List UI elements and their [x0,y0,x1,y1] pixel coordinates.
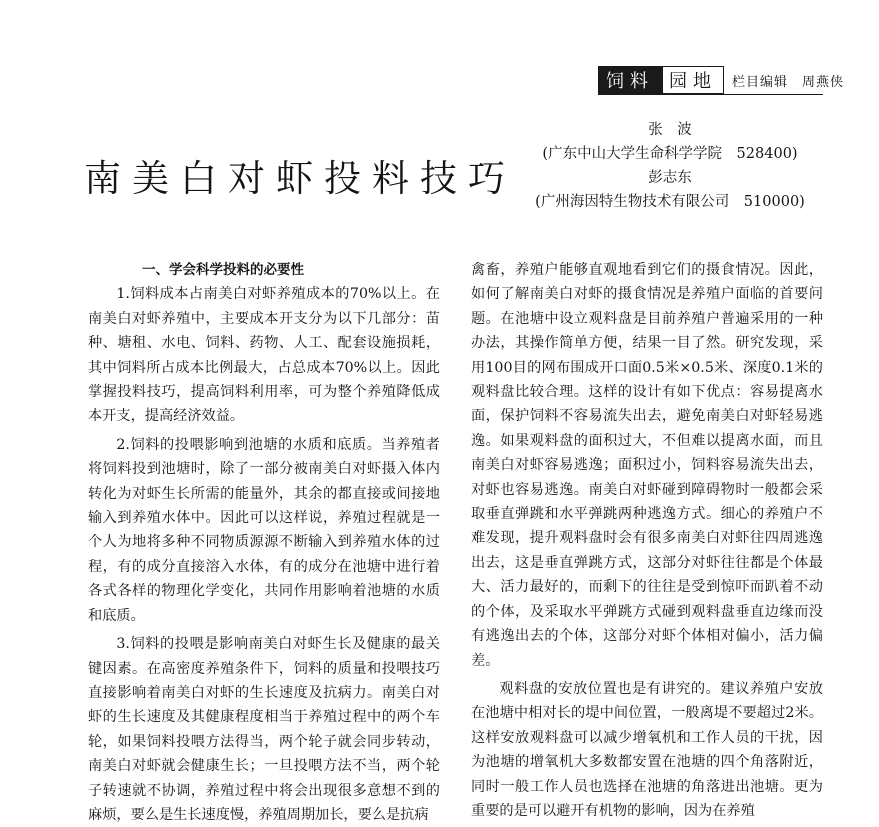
text-column-right [471,258,823,823]
paragraph: 禽畜，养殖户能够直观地看到它们的摄食情况。因此，如何了解南美白对虾的摄食情况是养殖户面临的首要问题。在池塘中设立观料盘是目前养殖户普遍采用的一种办法，其操作简单方便，结果一目了然。研究发现，采用100目的网布围成开口面0.5米×0.5米、深度0.1米的观料盘比较合理。这样的设计有如下优点：容易提离水面，保护饲料不容易流失出去，避免南美白对虾轻易逃逸。如果观料盘的面积过大，不但难以提离水面，而且南美白对虾容易逃逸；面积过小，饲料容易流失出去，对虾也容易逃逸。南美白对虾碰到障碍物时一般都会采取垂直弹跳和水平弹跳两种逃逸方式。细心的养殖户不难发现，提升观料盘时会有很多南美白对虾往四周逃逸出去，这是垂直弹跳方式，这部分对虾往往都是个体最大、活力最好的，而剩下的往往是受到惊吓而趴着不动的个体，及采取水平弹跳方式碰到观料盘垂直边缘而没有逃逸出去的个体，这部分对虾个体相对偏小，活力偏差。 [471,262,823,669]
text-column-left [88,258,440,827]
paragraph: 3.饲料的投喂是影响南美白对虾生长及健康的最关键因素。在高密度养殖条件下，饲料的质量和投喂技巧直接影响着南美白对虾的生长速度及抗病力。南美白对虾的生长速度及其健康程度相当于养殖过程中的两个车轮，如果饲料投喂方法得当，两个轮子就会同步转动，南美白对虾就会健康生长；一旦投喂方法不当，两个轮子转速就不协调，养殖过程中将会出现很多意想不到的麻烦，要么是生长速度慢，养殖周期加长，要么是抗病 [88,636,440,823]
column-tag-light: 园地 [662,66,724,94]
column-tag [598,66,844,94]
column-tag-dark: 饲料 [598,66,662,94]
author-name-1: 张 波 [648,122,692,138]
paragraph: 观料盘的安放位置也是有讲究的。建议养殖户安放在池塘中相对长的堤中间位置，一般离堤不要超过2米。这样安放观料盘可以减少增氧机和工作人员的干扰，因为池塘的增氧机大多数都安置在池塘的四个角落附近，同时一般工作人员也选择在池塘的角落进出池塘。更为重要的是可以避开有机物的影响，因为在养殖 [471,680,823,819]
article-title: 南美白对虾投料技巧 [84,157,516,200]
paragraph: 2.饲料的投喂影响到池塘的水质和底质。当养殖者将饲料投到池塘时，除了一部分被南美白对虾摄入体内转化为对虾生长所需的能量外，其余的都直接或间接地输入到养殖水体中。因此可以这样说，养殖过程就是一个人为地将多种不同物质源源不断输入到养殖水体的过程，有的成分直接溶入水体，有的成分在池塘中进行着各式各样的物理化学变化，共同作用影响着池塘的水质和底质。 [88,436,440,624]
header-rule [598,94,823,95]
author-affiliation-2: (广州海因特生物技术有限公司 510000) [535,194,805,210]
section-heading: 一、学会科学投料的必要性 [142,262,304,278]
column-editor: 栏目编辑 周燕侠 [732,74,845,90]
author-name-2: 彭志东 [648,170,692,186]
paragraph: 1.饲料成本占南美白对虾养殖成本的70%以上。在南美白对虾养殖中，主要成本开支分为以下几部分：苗种、塘租、水电、饲料、药物、人工、配套设施损耗，其中饲料所占成本比例最大，占总成本70%以上。因此掌握投料技巧，提高饲料利用率，可为整个养殖降低成本开支，提高经济效益。 [88,286,440,425]
author-block [520,118,820,214]
author-affiliation-1: (广东中山大学生命科学学院 528400) [542,146,798,162]
